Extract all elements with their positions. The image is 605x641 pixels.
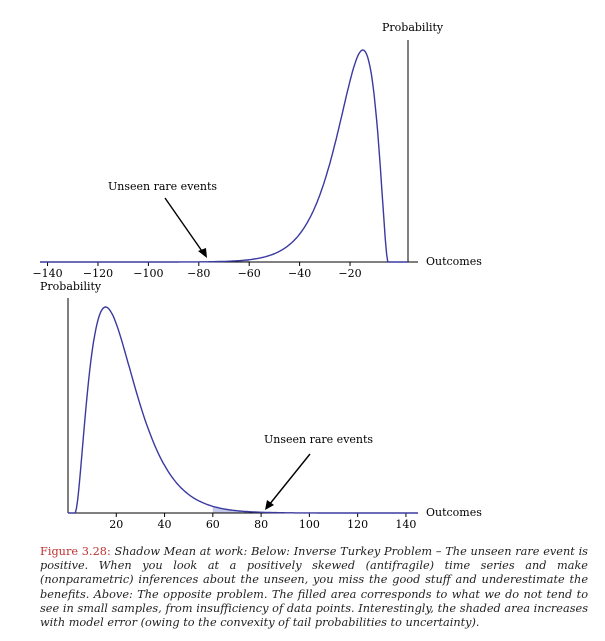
top-tick-label: −120	[82, 267, 114, 280]
bottom-xlabel: Outcomes	[426, 506, 482, 519]
bottom-chart	[68, 298, 482, 531]
top-ylabel: Probability	[382, 21, 444, 34]
bottom-tick-label: 80	[254, 518, 269, 531]
bottom-ylabel: Probability	[40, 280, 102, 293]
bottom-tick-label: 140	[395, 518, 417, 531]
bottom-tick-label: 100	[298, 518, 320, 531]
bottom-tick-label: 20	[109, 518, 124, 531]
top-xlabel: Outcomes	[426, 255, 482, 268]
bottom-tick-label: 120	[347, 518, 369, 531]
bottom-x-ticks	[109, 513, 416, 531]
top-arrow-head	[198, 248, 207, 258]
top-tick-label: −140	[32, 267, 63, 280]
top-annotation-arrow	[165, 198, 204, 254]
top-tick-label: −60	[237, 267, 261, 280]
top-chart	[32, 21, 482, 293]
caption-text: Shadow Mean at work: Below: Inverse Turkey Problem – The unseen rare event is positive. When you look at a positively skewed (antifragile) time series and make (nonparametric) inferences about the unseen, you miss the good stuff and underestimate the benefits. Above: The opposite problem. The filled area corresponds to what we do not tend to see in small samples, from insufficiency of data points. Interestingly, the shaded area increases with model error (owing to the convexity of tail probabilities to uncertainty).	[40, 545, 588, 630]
top-annotation: Unseen rare events	[108, 180, 218, 193]
top-tick-label: −100	[133, 267, 164, 280]
top-tick-label: −80	[187, 267, 211, 280]
figure-caption	[40, 545, 588, 630]
bottom-tick-label: 60	[205, 518, 220, 531]
bottom-tick-label: 40	[157, 518, 172, 531]
figure-label: Figure 3.28:	[40, 545, 111, 558]
top-x-ticks	[32, 262, 361, 280]
top-tick-label: −40	[288, 267, 312, 280]
top-tick-label: −20	[338, 267, 362, 280]
top-density-curve	[40, 50, 408, 262]
bottom-annotation-arrow	[269, 454, 310, 505]
bottom-density-curve	[68, 307, 418, 513]
bottom-annotation: Unseen rare events	[264, 433, 374, 446]
